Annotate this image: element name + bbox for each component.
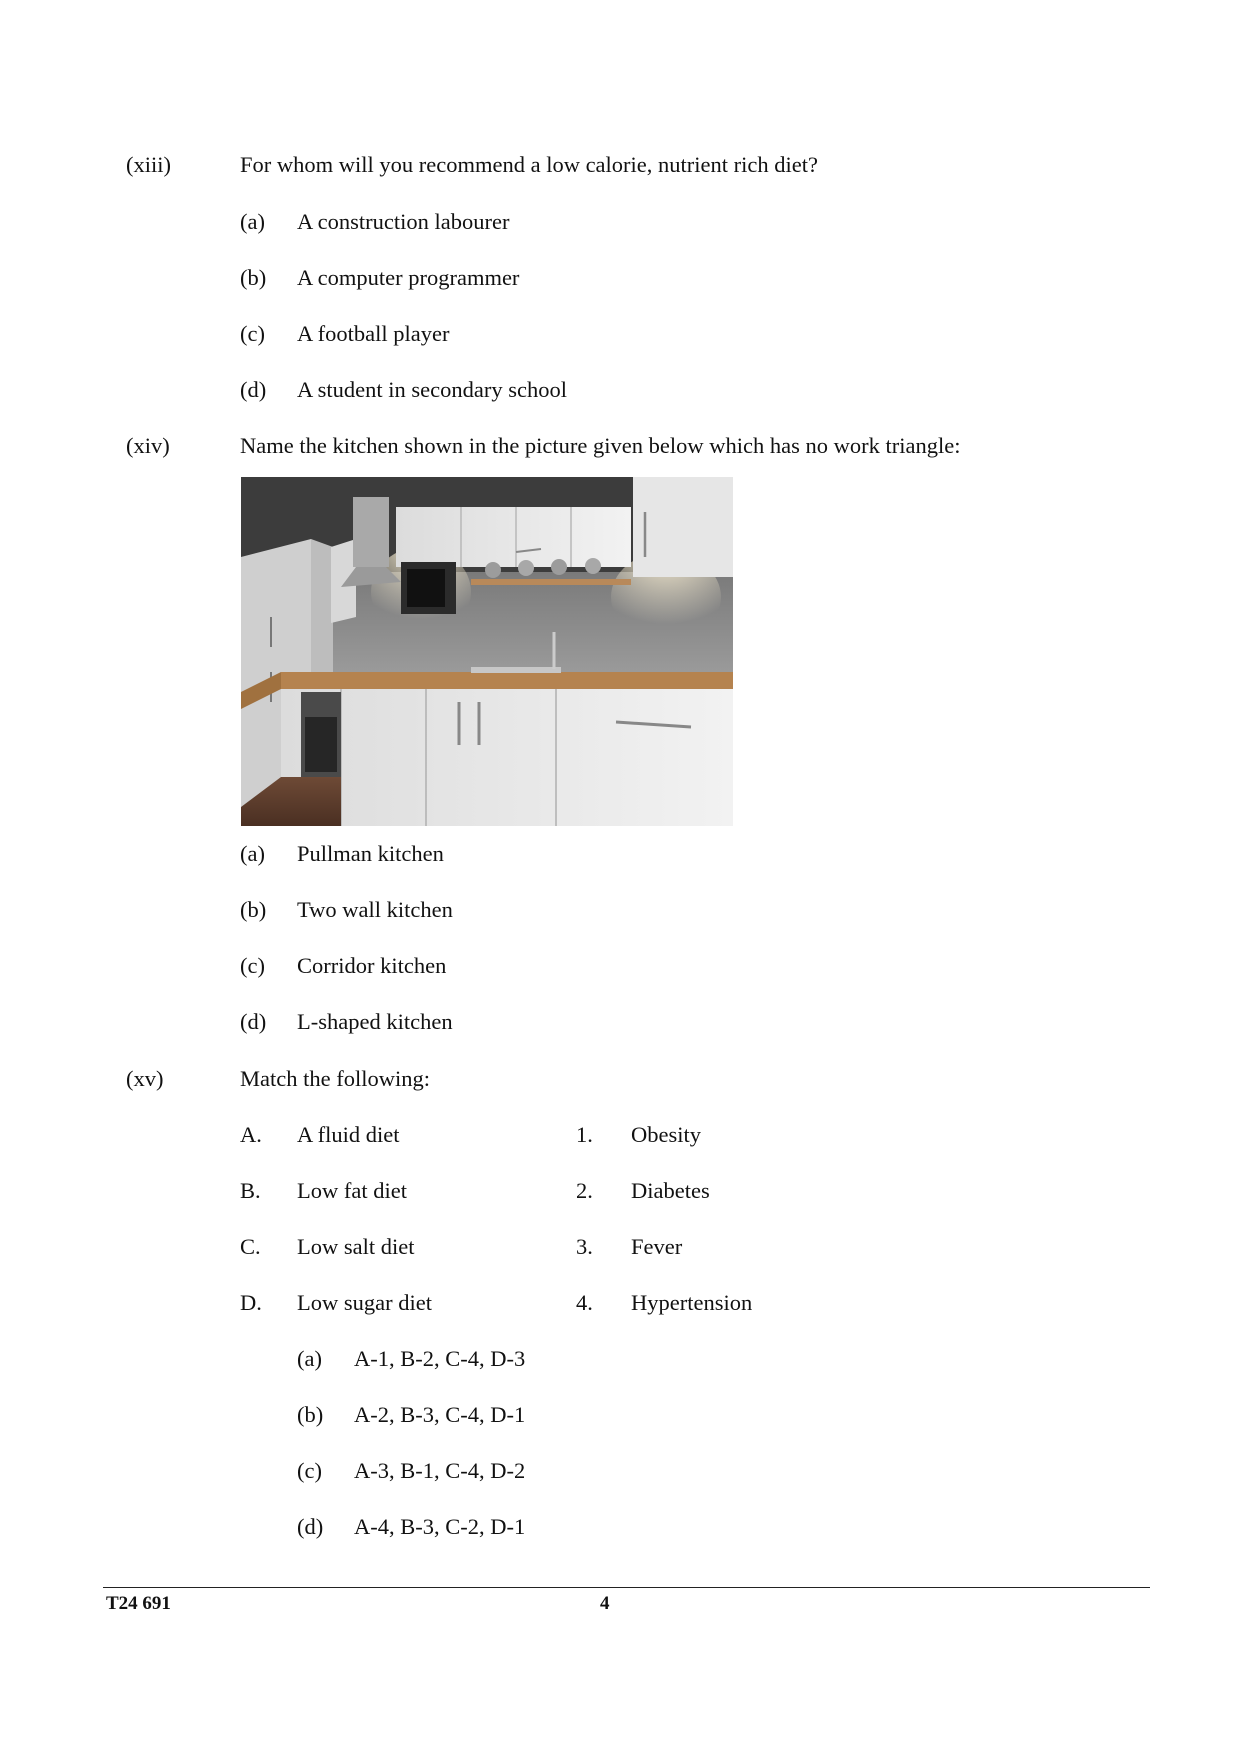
option-label: (c) [297, 1458, 322, 1483]
paper-code: T24 691 [106, 1593, 171, 1614]
match-left-label: C. [240, 1234, 261, 1259]
footer-rule [103, 1587, 1150, 1588]
question-text: Name the kitchen shown in the picture given below which has no work triangle: [240, 433, 961, 458]
option-text: A-1, B-2, C-4, D-3 [354, 1346, 526, 1371]
match-right-label: 3. [576, 1234, 593, 1259]
match-right-text: Diabetes [631, 1178, 710, 1203]
option-text: A construction labourer [297, 209, 510, 234]
option-label: (a) [240, 841, 265, 866]
match-left-label: B. [240, 1178, 261, 1203]
match-left-label: D. [240, 1290, 262, 1315]
match-left-label: A. [240, 1122, 262, 1147]
match-left-text: A fluid diet [297, 1122, 400, 1147]
question-text: Match the following: [240, 1066, 430, 1091]
option-text: Pullman kitchen [297, 841, 444, 866]
option-label: (d) [240, 1009, 267, 1034]
option-text: L-shaped kitchen [297, 1009, 453, 1034]
option-label: (c) [240, 321, 265, 346]
option-text: A-3, B-1, C-4, D-2 [354, 1458, 526, 1483]
option-label: (b) [297, 1402, 324, 1427]
option-label: (a) [240, 209, 265, 234]
match-right-label: 1. [576, 1122, 593, 1147]
question-number: (xiv) [126, 433, 170, 458]
option-text: A computer programmer [297, 265, 520, 290]
question-number: (xiii) [126, 152, 171, 177]
question-number: (xv) [126, 1066, 164, 1091]
option-text: A football player [297, 321, 450, 346]
option-label: (b) [240, 265, 267, 290]
kitchen-photo [241, 477, 733, 826]
option-label: (c) [240, 953, 265, 978]
match-left-text: Low fat diet [297, 1178, 407, 1203]
match-right-text: Obesity [631, 1122, 701, 1147]
match-right-text: Hypertension [631, 1290, 753, 1315]
question-text: For whom will you recommend a low calorie, nutrient rich diet? [240, 152, 818, 177]
match-right-label: 2. [576, 1178, 593, 1203]
option-text: A-4, B-3, C-2, D-1 [354, 1514, 526, 1539]
match-right-label: 4. [576, 1290, 593, 1315]
page-number: 4 [600, 1593, 610, 1614]
option-text: Two wall kitchen [297, 897, 453, 922]
option-text: A-2, B-3, C-4, D-1 [354, 1402, 526, 1427]
match-right-text: Fever [631, 1234, 683, 1259]
match-left-text: Low sugar diet [297, 1290, 432, 1315]
option-label: (a) [297, 1346, 322, 1371]
option-text: Corridor kitchen [297, 953, 447, 978]
option-label: (d) [240, 377, 267, 402]
option-label: (d) [297, 1514, 324, 1539]
option-label: (b) [240, 897, 267, 922]
option-text: A student in secondary school [297, 377, 567, 402]
match-left-text: Low salt diet [297, 1234, 415, 1259]
